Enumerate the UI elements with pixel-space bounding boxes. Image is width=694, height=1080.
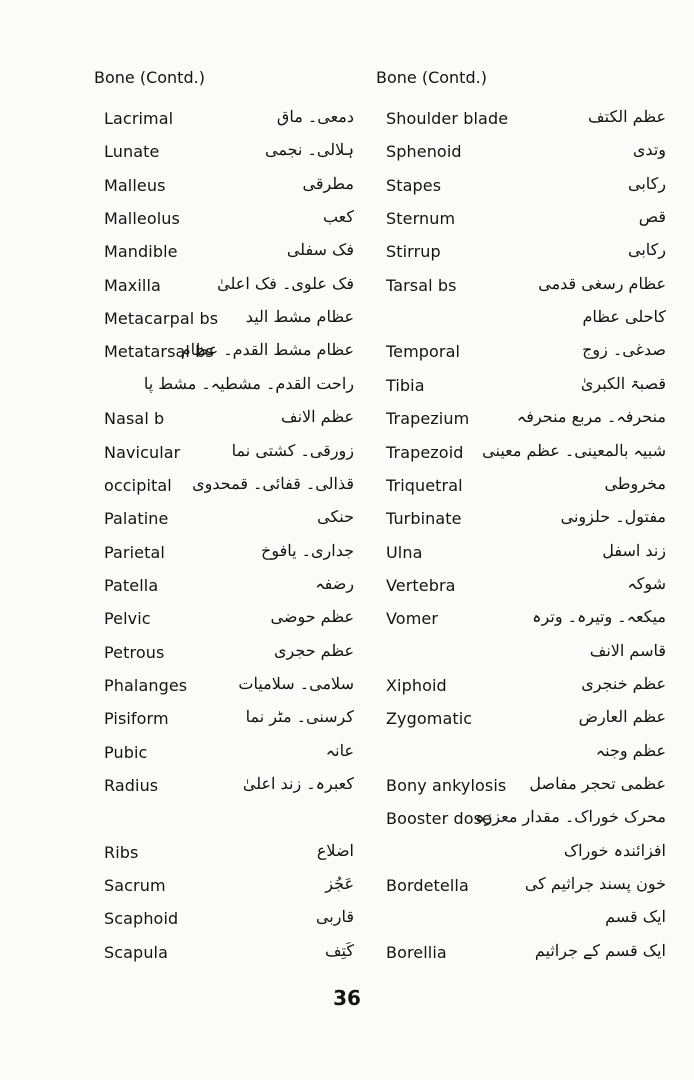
dictionary-entry bbox=[372, 709, 694, 742]
urdu-term: خون پسند جراثیم کی bbox=[524, 874, 666, 894]
urdu-term: کرسنی۔ مٹر نما bbox=[245, 707, 354, 727]
dictionary-entry bbox=[372, 109, 694, 142]
english-term: Pubic bbox=[104, 742, 148, 762]
english-term: Lacrimal bbox=[104, 109, 174, 128]
urdu-term: ایک قسم bbox=[605, 907, 666, 927]
english-term: Turbinate bbox=[386, 509, 462, 529]
dictionary-entry bbox=[0, 373, 372, 409]
urdu-term: مفتول۔ حلزونی bbox=[560, 507, 666, 527]
english-term: Palatine bbox=[104, 509, 169, 529]
urdu-term: کاحلی عظام bbox=[582, 307, 666, 327]
urdu-term: عظم الکتف bbox=[588, 107, 666, 126]
urdu-term: قص bbox=[638, 207, 666, 227]
urdu-term: دمعی۔ ماق bbox=[276, 107, 354, 126]
english-term: Trapezium bbox=[386, 409, 470, 429]
english-term: Metacarpal bs bbox=[104, 309, 219, 329]
urdu-term: کَتِف bbox=[324, 940, 354, 960]
urdu-term: عظم وجنہ bbox=[595, 740, 666, 760]
english-term: Temporal bbox=[386, 342, 461, 362]
english-term: Booster dose bbox=[386, 809, 492, 829]
english-term: Ulna bbox=[386, 542, 423, 562]
english-term: Borellia bbox=[386, 942, 447, 962]
urdu-term: عظم العارض bbox=[578, 707, 666, 727]
dictionary-entry bbox=[0, 673, 372, 709]
urdu-term: جداری۔ یافوخ bbox=[260, 540, 354, 560]
urdu-term: حنکی bbox=[317, 507, 354, 527]
dictionary-entry bbox=[0, 776, 372, 809]
urdu-term: کعبرہ۔ زند اعلیٰ bbox=[242, 774, 354, 793]
urdu-term: رکابی bbox=[627, 173, 666, 193]
dictionary-entry bbox=[372, 909, 694, 942]
dictionary-entry bbox=[372, 740, 694, 776]
english-term: Sphenoid bbox=[386, 142, 462, 162]
dictionary-entry bbox=[372, 440, 694, 476]
dictionary-entry bbox=[0, 876, 372, 909]
dictionary-entry bbox=[0, 473, 372, 509]
dictionary-entry bbox=[0, 540, 372, 576]
english-term: Stapes bbox=[386, 175, 442, 195]
english-term: Vomer bbox=[386, 609, 438, 629]
urdu-term: صدغی۔ زوج bbox=[582, 340, 666, 360]
english-term: Triquetral bbox=[386, 475, 463, 495]
english-term: occipital bbox=[104, 475, 172, 495]
urdu-term: رکابی bbox=[627, 240, 666, 260]
dictionary-entry bbox=[0, 909, 372, 942]
english-term: Scapula bbox=[104, 942, 169, 962]
english-term: Patella bbox=[104, 575, 159, 595]
english-term: Trapezoid bbox=[386, 442, 464, 462]
english-term: Xiphoid bbox=[386, 675, 447, 695]
english-term: Metatarsal bs bbox=[104, 342, 214, 362]
dictionary-entry bbox=[372, 540, 694, 576]
urdu-term: شوکہ bbox=[627, 573, 666, 593]
dictionary-entry bbox=[0, 142, 372, 175]
dictionary-entry bbox=[0, 173, 372, 209]
english-term: Petrous bbox=[104, 642, 165, 662]
dictionary-entry bbox=[372, 142, 694, 175]
urdu-term: قاربی bbox=[315, 907, 354, 927]
dictionary-entry bbox=[372, 309, 694, 342]
english-term: Sacrum bbox=[104, 876, 166, 896]
urdu-term: عظم حوضی bbox=[270, 607, 354, 627]
english-term: Mandible bbox=[104, 242, 178, 262]
dictionary-entry bbox=[0, 640, 372, 676]
urdu-term: عظام مشط الید bbox=[245, 307, 354, 327]
english-term: Maxilla bbox=[104, 275, 161, 295]
english-term: Vertebra bbox=[386, 575, 456, 595]
dictionary-entry bbox=[372, 876, 694, 909]
dictionary-entry bbox=[0, 273, 372, 309]
dictionary-entry bbox=[0, 242, 372, 275]
urdu-term: محرک خوراک۔ مقدار معززہ bbox=[475, 807, 666, 827]
english-term: Ribs bbox=[104, 842, 139, 862]
urdu-term: ایک قسم کے جراثیم bbox=[534, 940, 666, 960]
dictionary-entry bbox=[0, 409, 372, 442]
urdu-term: وتدی bbox=[632, 140, 666, 160]
dictionary-entry bbox=[0, 109, 372, 142]
urdu-term: راحت القدم۔ مشطیہ۔ مشط پا bbox=[143, 373, 354, 393]
urdu-term: عظام رسغی قدمی bbox=[538, 273, 666, 293]
english-term: Tibia bbox=[386, 375, 425, 395]
english-term: Navicular bbox=[104, 442, 181, 462]
dictionary-entry bbox=[372, 809, 694, 842]
urdu-term: قذالی۔ قفائی۔ قمحدوی bbox=[192, 473, 354, 493]
english-term: Pelvic bbox=[104, 609, 151, 629]
urdu-term: عظمی تحجر مفاصل bbox=[529, 774, 666, 793]
dictionary-entry bbox=[372, 776, 694, 809]
dictionary-entry bbox=[0, 309, 372, 342]
urdu-term: قصبۃ الکبریٰ bbox=[580, 373, 666, 393]
urdu-term: عظم خنجری bbox=[581, 673, 666, 693]
left-column-heading: Bone (Contd.) bbox=[94, 68, 205, 87]
urdu-term: عانہ bbox=[325, 740, 354, 760]
dictionary-entry bbox=[372, 273, 694, 309]
english-term: Sternum bbox=[386, 209, 456, 229]
dictionary-entry bbox=[372, 573, 694, 609]
urdu-term: افزائندہ خوراک bbox=[563, 840, 666, 860]
urdu-term: زند اسفل bbox=[602, 540, 666, 560]
urdu-term: عظم حجری bbox=[274, 640, 354, 660]
dictionary-entry bbox=[0, 509, 372, 542]
urdu-term: شبیہ بالمعینی۔ عظم معینی bbox=[482, 440, 666, 460]
dictionary-entry bbox=[0, 440, 372, 476]
dictionary-entry bbox=[372, 673, 694, 709]
urdu-term: میکعہ۔ وتیرہ۔ وترہ bbox=[532, 607, 666, 627]
dictionary-entry bbox=[0, 709, 372, 742]
dictionary-entry bbox=[372, 209, 694, 242]
right-column-heading: Bone (Contd.) bbox=[376, 68, 487, 87]
urdu-term: فک سفلی bbox=[286, 240, 354, 260]
english-term: Tarsal bs bbox=[386, 275, 457, 295]
urdu-term: زورقی۔ کشتی نما bbox=[231, 440, 354, 460]
english-term: Bony ankylosis bbox=[386, 776, 507, 795]
english-term: Malleus bbox=[104, 175, 166, 195]
dictionary-entry bbox=[0, 740, 372, 776]
urdu-term: عظم الانف bbox=[281, 407, 354, 427]
urdu-term: اضلاع bbox=[316, 840, 354, 860]
urdu-term: کعب bbox=[322, 207, 354, 227]
urdu-term: ہلالی۔ نجمی bbox=[265, 140, 354, 160]
english-term: Phalanges bbox=[104, 675, 188, 695]
dictionary-entry bbox=[0, 342, 372, 375]
english-term: Stirrup bbox=[386, 242, 441, 262]
urdu-term: سلامی۔ سلامیات bbox=[238, 673, 354, 693]
english-term: Radius bbox=[104, 776, 159, 795]
english-term: Zygomatic bbox=[386, 709, 473, 729]
urdu-term: فک علوی۔ فک اعلیٰ bbox=[217, 273, 354, 293]
dictionary-entry bbox=[372, 640, 694, 676]
dictionary-entry bbox=[0, 573, 372, 609]
urdu-term: منحرفہ۔ مربع منحرفہ bbox=[516, 407, 666, 427]
english-term: Shoulder blade bbox=[386, 109, 509, 128]
urdu-term: عَجُز bbox=[325, 874, 354, 894]
urdu-term: رضفہ bbox=[315, 573, 354, 593]
dictionary-entry bbox=[372, 342, 694, 375]
dictionary-entry bbox=[372, 409, 694, 442]
dictionary-entry bbox=[372, 173, 694, 209]
urdu-term: مطرقی bbox=[302, 173, 354, 193]
dictionary-entry bbox=[0, 209, 372, 242]
english-term: Parietal bbox=[104, 542, 165, 562]
dictionary-entry bbox=[372, 509, 694, 542]
dictionary-entry bbox=[0, 840, 372, 876]
english-term: Pisiform bbox=[104, 709, 169, 729]
urdu-term: مخروطی bbox=[604, 473, 666, 493]
english-term: Malleolus bbox=[104, 209, 180, 229]
dictionary-entry bbox=[0, 609, 372, 642]
urdu-term: قاسم الانف bbox=[589, 640, 666, 660]
page-number: 36 bbox=[333, 986, 361, 1010]
dictionary-entry bbox=[372, 473, 694, 509]
urdu-term: عظام مشط القدم۔ عظام bbox=[180, 340, 354, 360]
dictionary-entry bbox=[0, 940, 372, 976]
english-term: Lunate bbox=[104, 142, 160, 162]
dictionary-entry bbox=[372, 940, 694, 976]
dictionary-entry bbox=[372, 373, 694, 409]
english-term: Bordetella bbox=[386, 876, 469, 896]
dictionary-entry bbox=[372, 609, 694, 642]
english-term: Nasal b bbox=[104, 409, 165, 429]
dictionary-entry bbox=[372, 242, 694, 275]
dictionary-entry bbox=[0, 809, 372, 842]
dictionary-entry bbox=[372, 840, 694, 876]
english-term: Scaphoid bbox=[104, 909, 179, 929]
